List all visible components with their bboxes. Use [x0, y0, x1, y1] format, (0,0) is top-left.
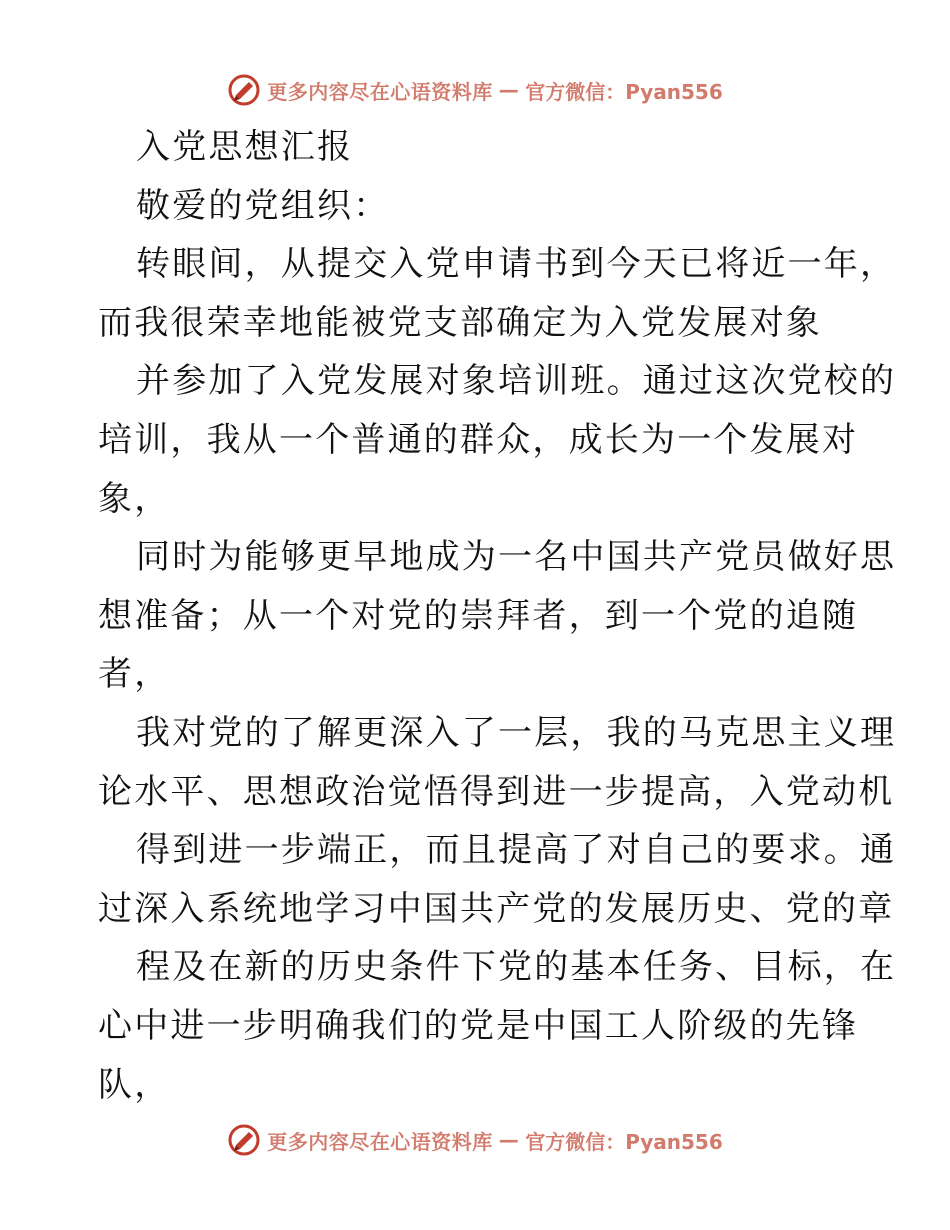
- promo-text: 更多内容尽在心语资料库: [267, 1129, 493, 1154]
- text-line: 敬爱的党组织：: [136, 185, 390, 226]
- logo-icon: [227, 1123, 261, 1157]
- text-line: 我对党的了解更深入了一层，我的马克思主义理: [136, 712, 897, 753]
- document-body: [98, 118, 897, 1114]
- text-line: 培训，我从一个普通的群众，成长为一个发展对: [98, 419, 859, 460]
- text-line: 过深入系统地学习中国共产党的发展历史、党的章: [98, 888, 895, 929]
- wechat-text: 官方微信：Pyan556: [525, 1129, 723, 1154]
- text-line: 同时为能够更早地成为一名中国共产党员做好思: [136, 537, 897, 578]
- text-line: 并参加了入党发展对象培训班。通过这次党校的: [136, 361, 897, 402]
- text-line: 队，: [98, 1064, 171, 1105]
- promo-text: 更多内容尽在心语资料库: [267, 79, 493, 104]
- logo-icon: [227, 73, 261, 107]
- text-line: 转眼间，从提交入党申请书到今天已将近一年，: [136, 244, 897, 285]
- header-banner: [0, 70, 950, 110]
- text-line: 入党思想汇报: [136, 127, 354, 167]
- text-line: 者，: [98, 654, 171, 695]
- text-line: 论水平、思想政治觉悟得到进一步提高，入党动机: [98, 771, 895, 812]
- wechat-text: 官方微信：Pyan556: [525, 79, 723, 104]
- text-line: 心中进一步明确我们的党是中国工人阶级的先锋: [98, 1005, 859, 1046]
- promo-dash: —: [498, 78, 520, 102]
- text-line: 而我很荣幸地能被党支部确定为入党发展对象: [98, 302, 822, 343]
- footer-banner: [0, 1120, 950, 1160]
- text-line: 象，: [98, 478, 171, 519]
- promo-dash: —: [498, 1128, 520, 1152]
- text-line: 程及在新的历史条件下党的基本任务、目标，在: [136, 947, 897, 988]
- text-line: 得到进一步端正，而且提高了对自己的要求。通: [136, 830, 897, 871]
- text-line: 想准备；从一个对党的崇拜者，到一个党的追随: [98, 595, 859, 636]
